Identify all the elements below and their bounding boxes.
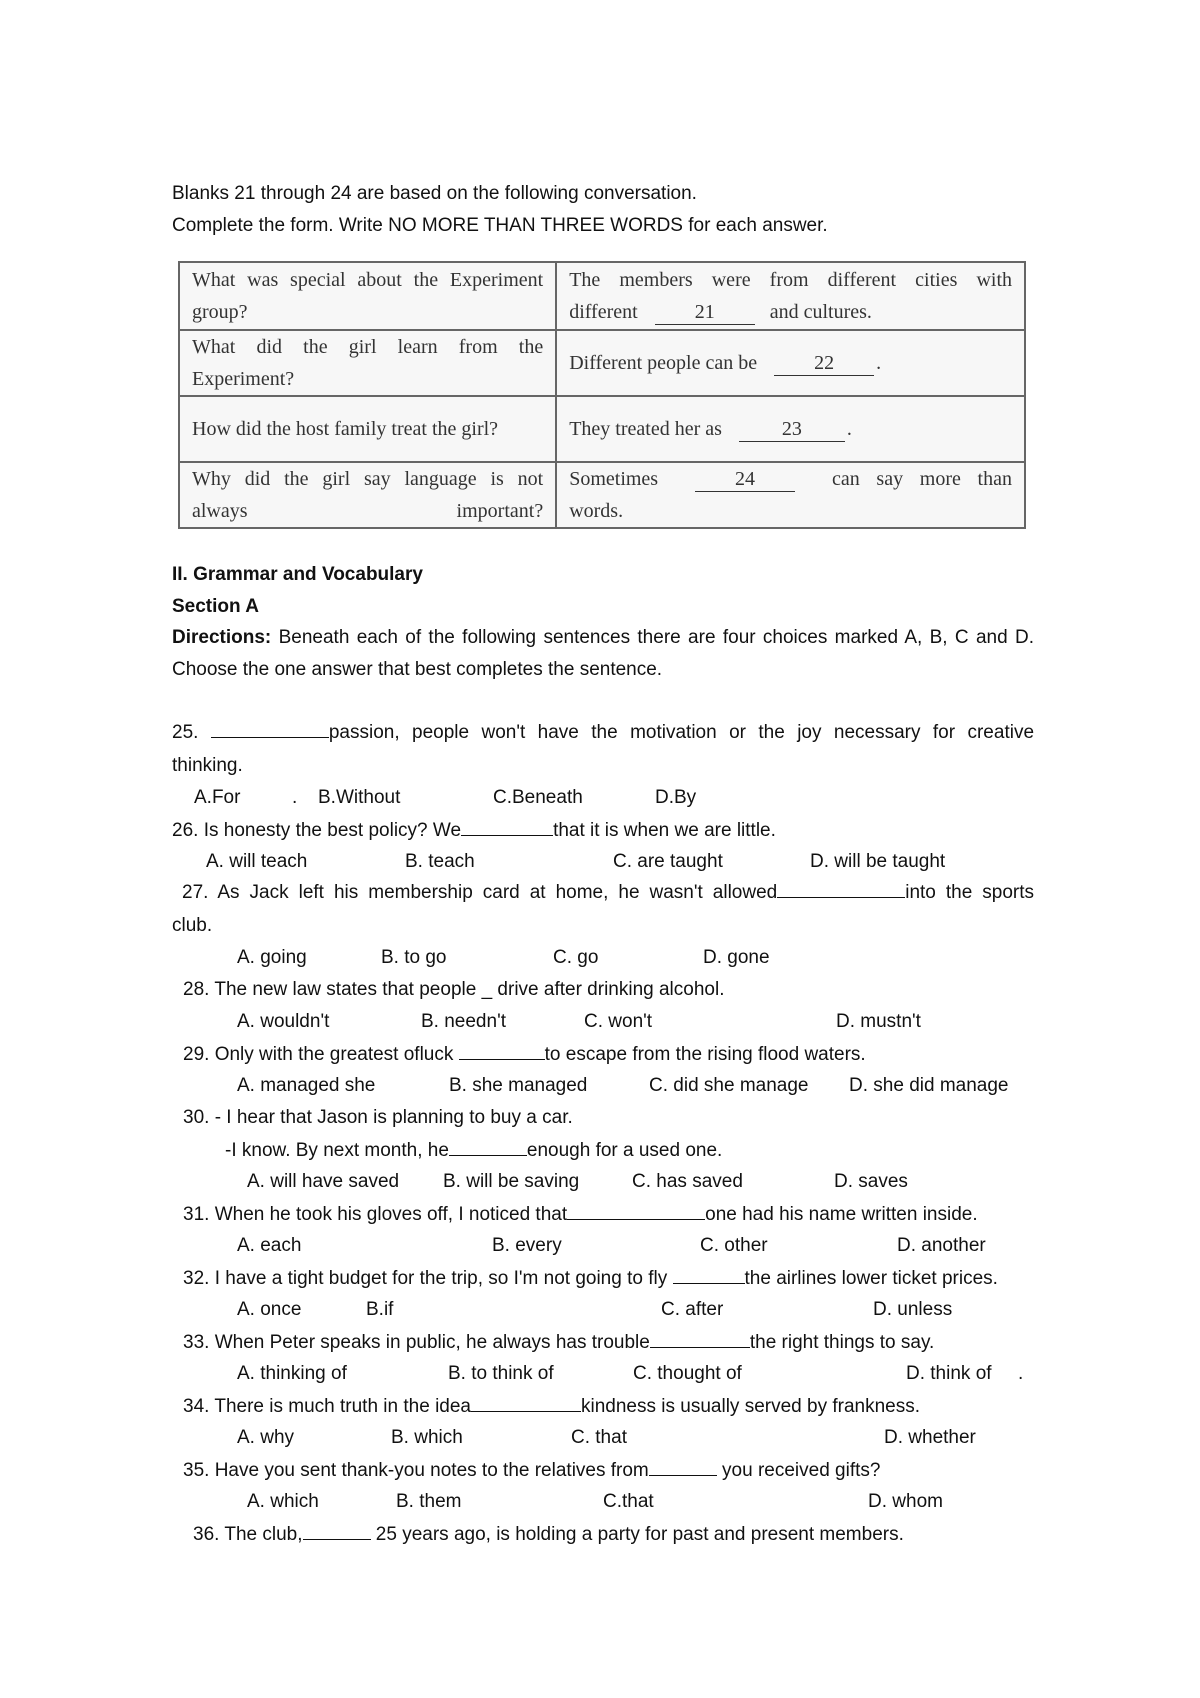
option-d[interactable]: D. another xyxy=(897,1235,986,1256)
question-26: 26. Is honesty the best policy? We that it is when we are little. xyxy=(172,817,776,844)
answer-blank[interactable] xyxy=(459,1041,545,1060)
option-d[interactable]: D. saves xyxy=(834,1171,908,1192)
form-row xyxy=(179,462,1025,528)
option-a[interactable]: A. managed she xyxy=(237,1075,376,1096)
option-c[interactable]: C. are taught xyxy=(613,851,723,872)
option-a[interactable]: A. which xyxy=(247,1491,319,1512)
question-28: 28. The new law states that people _ drive after drinking alcohol. xyxy=(183,979,725,1000)
answer-blank[interactable] xyxy=(449,1137,527,1156)
option-c[interactable]: C. thought of xyxy=(633,1363,742,1384)
option-c[interactable]: C.that xyxy=(603,1491,654,1512)
answer-blank[interactable] xyxy=(211,719,329,738)
option-c[interactable]: C. go xyxy=(553,947,599,968)
option-b[interactable]: B. teach xyxy=(405,851,475,872)
answer-blank-21[interactable]: 21 xyxy=(655,300,755,325)
form-answer: Sometimes 24 can say more than words. xyxy=(556,462,1025,528)
option-c[interactable]: C. after xyxy=(661,1299,724,1320)
answer-blank[interactable] xyxy=(303,1521,371,1540)
option-c[interactable]: C. has saved xyxy=(632,1171,743,1192)
form-question: What did the girl learn from the Experiment? xyxy=(179,330,556,396)
form-question: What was special about the Experiment group? xyxy=(179,262,556,330)
option-b[interactable]: B. she managed xyxy=(449,1075,588,1096)
question-25-continued: thinking. xyxy=(172,755,243,776)
answer-blank[interactable] xyxy=(649,1457,717,1476)
answer-blank[interactable] xyxy=(650,1329,750,1348)
option-a[interactable]: A. going xyxy=(237,947,307,968)
question-27-continued: club. xyxy=(172,915,213,936)
option-a[interactable]: A. thinking of xyxy=(237,1363,347,1384)
option-b[interactable]: B. needn't xyxy=(421,1011,506,1032)
form-question: Why did the girl say language is not always important? xyxy=(179,462,556,528)
option-d[interactable]: D. think of xyxy=(906,1363,992,1384)
question-30-reply: -I know. By next month, he enough for a used one. xyxy=(225,1137,722,1164)
directions-line-1: Directions: Beneath each of the following sentences there are four choices marked A, B, C and D. xyxy=(172,627,1034,648)
option-a[interactable]: A. will teach xyxy=(206,851,308,872)
question-35: 35. Have you sent thank-you notes to the relatives from you received gifts? xyxy=(183,1457,880,1484)
form-question: How did the host family treat the girl? xyxy=(179,396,556,462)
option-a[interactable]: A. once xyxy=(237,1299,302,1320)
answer-blank-24[interactable]: 24 xyxy=(695,467,795,492)
section-subheading: Section A xyxy=(172,596,259,617)
form-answer: The members were from different cities with different 21 and cultures. xyxy=(556,262,1025,330)
option-b[interactable]: B. every xyxy=(492,1235,562,1256)
option-separator: . xyxy=(292,787,298,808)
option-c[interactable]: C. other xyxy=(700,1235,768,1256)
option-a[interactable]: A. will have saved xyxy=(247,1171,400,1192)
answer-blank[interactable] xyxy=(777,879,905,898)
question-31: 31. When he took his gloves off, I noticed that one had his name written inside. xyxy=(183,1201,978,1228)
option-d[interactable]: D. gone xyxy=(703,947,770,968)
option-d[interactable]: D. she did manage xyxy=(849,1075,1009,1096)
option-b[interactable]: B. them xyxy=(396,1491,462,1512)
answer-blank[interactable] xyxy=(673,1265,745,1284)
intro-line-1: Blanks 21 through 24 are based on the following conversation. xyxy=(172,183,697,204)
form-answer: Different people can be 22 . xyxy=(556,330,1025,396)
form-row xyxy=(179,262,1025,330)
option-b[interactable]: B. to think of xyxy=(448,1363,554,1384)
answer-blank[interactable] xyxy=(461,817,553,836)
option-a[interactable]: A. each xyxy=(237,1235,302,1256)
option-b[interactable]: B.if xyxy=(366,1299,394,1320)
option-d[interactable]: D. mustn't xyxy=(836,1011,921,1032)
option-a[interactable]: A. why xyxy=(237,1427,295,1448)
question-27: 27. As Jack left his membership card at home, he wasn't allowed into the sports xyxy=(182,877,1034,909)
question-34: 34. There is much truth in the idea kindness is usually served by frankness. xyxy=(183,1393,920,1420)
question-30: 30. - I hear that Jason is planning to buy a car. xyxy=(183,1107,573,1128)
option-b[interactable]: B. which xyxy=(391,1427,463,1448)
directions-line-2: Choose the one answer that best completes the sentence. xyxy=(172,659,663,680)
option-d[interactable]: D.By xyxy=(655,787,697,808)
question-32: 32. I have a tight budget for the trip, so I'm not going to fly the airlines lower ticket prices. xyxy=(183,1265,998,1292)
question-29: 29. Only with the greatest ofluck to escape from the rising flood waters. xyxy=(183,1041,866,1068)
form-row xyxy=(179,396,1025,462)
conversation-form-table xyxy=(178,261,1026,529)
form-row xyxy=(179,330,1025,396)
option-b[interactable]: B.Without xyxy=(318,787,401,808)
option-c[interactable]: C. did she manage xyxy=(649,1075,809,1096)
option-separator: . xyxy=(1018,1363,1024,1384)
intro-line-2: Complete the form. Write NO MORE THAN THREE WORDS for each answer. xyxy=(172,215,828,236)
option-d[interactable]: D. unless xyxy=(873,1299,953,1320)
answer-blank[interactable] xyxy=(567,1201,705,1220)
option-c[interactable]: C. that xyxy=(571,1427,627,1448)
answer-blank-23[interactable]: 23 xyxy=(739,417,845,442)
option-d[interactable]: D. will be taught xyxy=(810,851,946,872)
option-a[interactable]: A. wouldn't xyxy=(237,1011,330,1032)
option-b[interactable]: B. will be saving xyxy=(443,1171,580,1192)
section-heading: II. Grammar and Vocabulary xyxy=(172,564,423,585)
form-answer: They treated her as 23 . xyxy=(556,396,1025,462)
option-b[interactable]: B. to go xyxy=(381,947,447,968)
question-36: 36. The club, 25 years ago, is holding a party for past and present members. xyxy=(193,1521,904,1548)
option-c[interactable]: C. won't xyxy=(584,1011,653,1032)
answer-blank[interactable] xyxy=(471,1393,581,1412)
option-d[interactable]: D. whether xyxy=(884,1427,976,1448)
answer-blank-22[interactable]: 22 xyxy=(774,351,874,376)
question-33: 33. When Peter speaks in public, he always has trouble the right things to say. xyxy=(183,1329,934,1356)
option-d[interactable]: D. whom xyxy=(868,1491,943,1512)
option-c[interactable]: C.Beneath xyxy=(493,787,583,808)
question-25: 25. passion, people won't have the motivation or the joy necessary for creative xyxy=(172,717,1034,749)
option-a[interactable]: A.For xyxy=(194,787,241,808)
